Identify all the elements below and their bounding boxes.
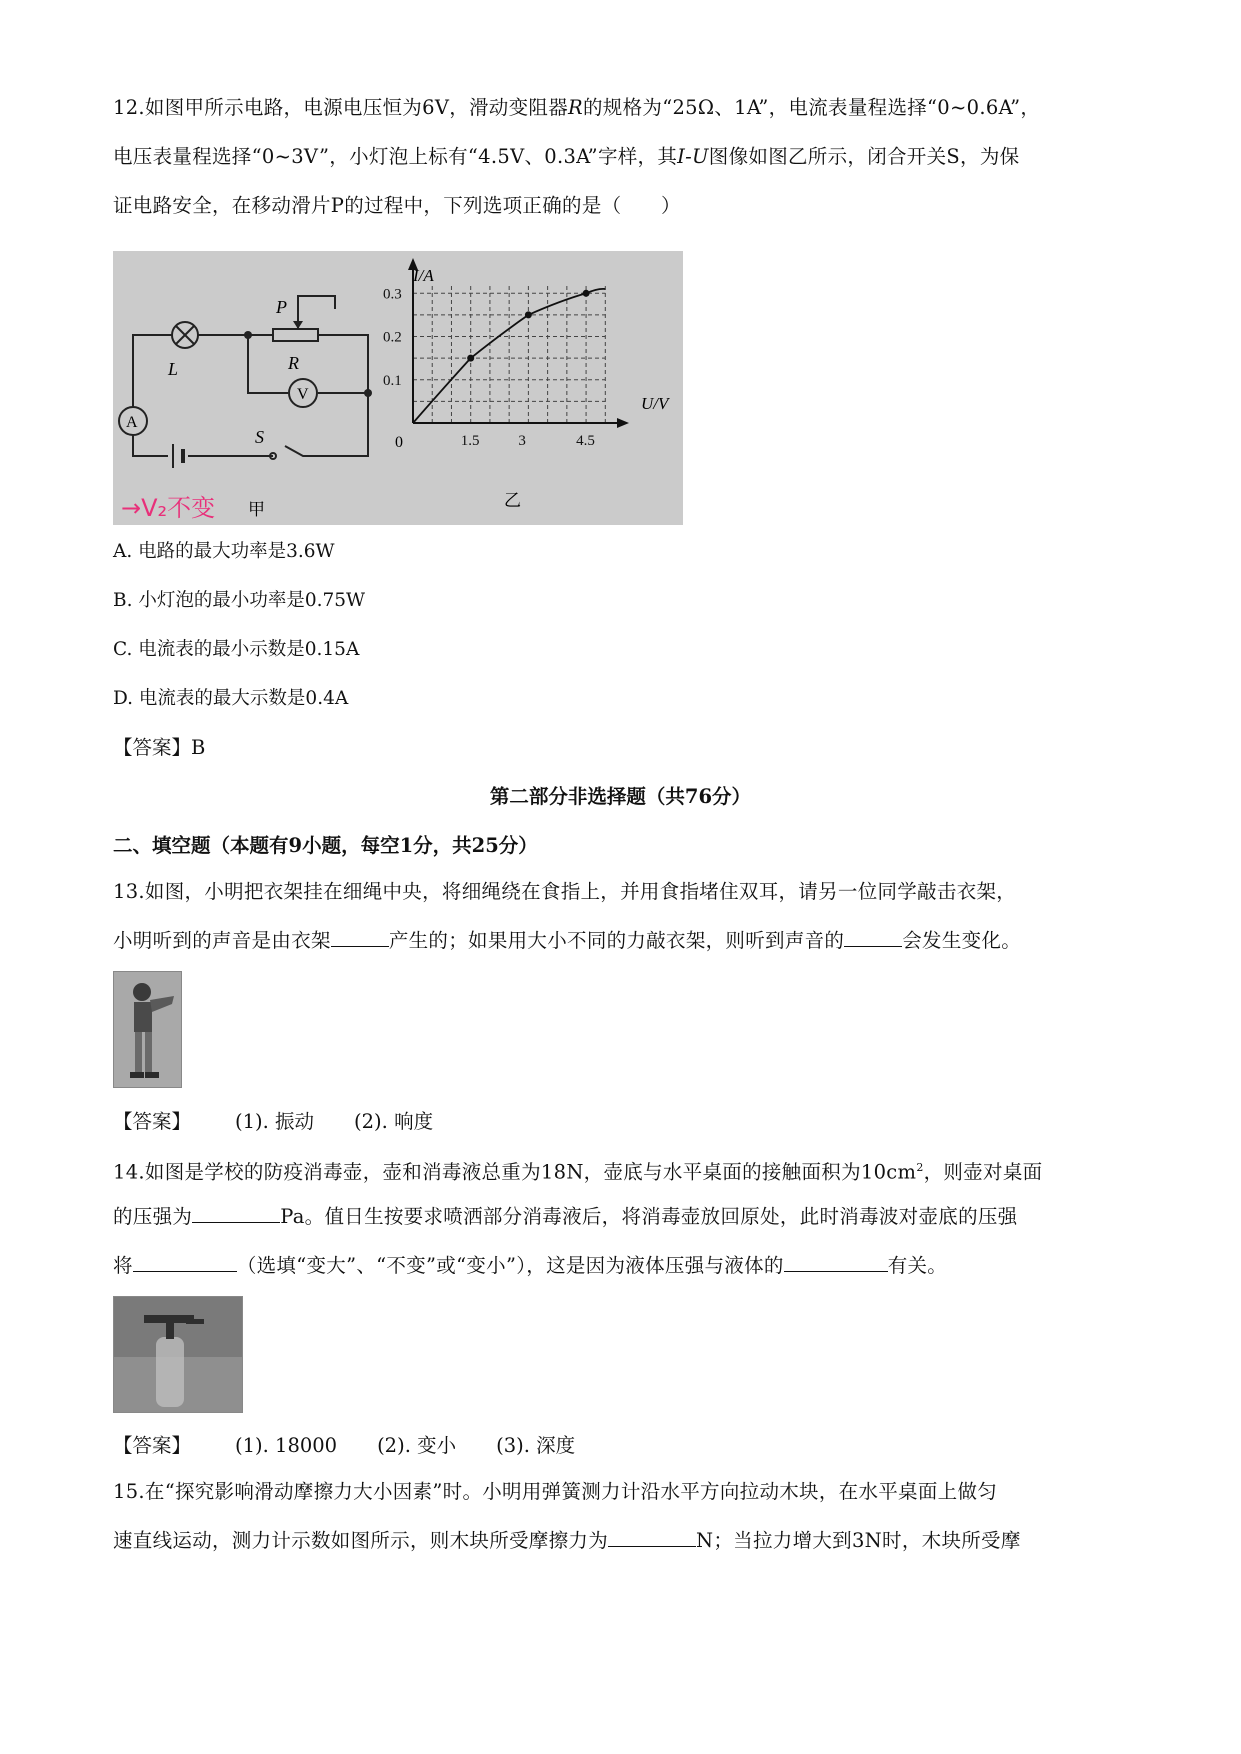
q14-photo bbox=[113, 1296, 243, 1413]
data-point-0 bbox=[467, 355, 474, 362]
q13-blank-2[interactable] bbox=[844, 928, 902, 947]
section-heading: 二、填空题（本题有9小题，每空1分，共25分） bbox=[113, 834, 538, 857]
question-12-text bbox=[113, 83, 1133, 230]
q14-line2-a: 的压强为 bbox=[113, 1205, 193, 1228]
figure-12-scan bbox=[113, 251, 683, 525]
q12-option-d: D. 电流表的最大示数是0.4A bbox=[113, 688, 349, 709]
q13-line2-b: 产生的；如果用大小不同的力敲衣架，则听到声音的 bbox=[388, 929, 845, 952]
q12-line2-a: 电压表量程选择“0~3V”，小灯泡上标有“4.5V、0.3A”字样，其 bbox=[113, 145, 678, 168]
x-tick-label-1: 3 bbox=[518, 433, 526, 449]
q14-line3-c: 有关。 bbox=[887, 1254, 948, 1277]
q15-line1: 15.在“探究影响滑动摩擦力大小因素”时。小明用弹簧测力计沿水平方向拉动木块，在水平桌面上做匀 bbox=[113, 1480, 998, 1503]
slider-label: P bbox=[276, 297, 287, 317]
q14-line1-a: 14.如图是学校的防疫消毒壶，壶和消毒液总重为18N，壶底与水平桌面的接触面积为10cm bbox=[113, 1160, 917, 1184]
q14-superscript: 2 bbox=[916, 1161, 924, 1174]
y-tick-label-0: 0.1 bbox=[383, 372, 402, 389]
data-point-2 bbox=[583, 290, 590, 297]
voltmeter-icon bbox=[289, 379, 317, 407]
q13-answer-2: (2). 响度 bbox=[354, 1110, 434, 1133]
question-13-text bbox=[113, 867, 1133, 965]
q12-option-c: C. 电流表的最小示数是0.15A bbox=[113, 639, 360, 660]
y-tick-label-2: 0.3 bbox=[383, 286, 402, 303]
q14-answer-2: (2). 变小 bbox=[377, 1434, 457, 1457]
q12-answer: 【答案】B bbox=[113, 736, 206, 759]
rheostat-label: R bbox=[288, 353, 299, 373]
x-tick-label-0: 1.5 bbox=[460, 433, 480, 449]
q14-line3-b: （选填“变大”、“不变”或“变小”），这是因为液体压强与液体的 bbox=[236, 1254, 784, 1277]
question-14-text bbox=[113, 1143, 1133, 1290]
q14-blank-3[interactable] bbox=[784, 1253, 888, 1272]
q12-line3: 证电路安全，在移动滑片P的过程中，下列选项正确的是（ ） bbox=[113, 194, 681, 217]
q13-blank-1[interactable] bbox=[331, 928, 389, 947]
y-tick-label-1: 0.2 bbox=[383, 329, 402, 346]
q15-blank-1[interactable] bbox=[608, 1528, 696, 1547]
q12-line1-b: 的规格为“25Ω、1A”，电流表量程选择“0~0.6A”， bbox=[583, 96, 1041, 119]
q13-line2-a: 小明听到的声音是由衣架 bbox=[113, 929, 331, 952]
q14-blank-1[interactable] bbox=[192, 1204, 280, 1223]
q12-var-iu: I-U bbox=[677, 145, 709, 168]
q12-line2-b: 图像如图乙所示，闭合开关S，为保 bbox=[708, 145, 1020, 168]
q14-answer-1: (1). 18000 bbox=[235, 1434, 338, 1457]
ammeter-label: A bbox=[126, 414, 138, 431]
switch-label: S bbox=[255, 427, 264, 447]
q12-var-r: R bbox=[568, 96, 583, 119]
q12-option-b: B. 小灯泡的最小功率是0.75W bbox=[113, 590, 366, 611]
q14-line2-b: Pa。值日生按要求喷洒部分消毒液后，将消毒壶放回原处，此时消毒波对壶底的压强 bbox=[280, 1205, 1018, 1228]
question-15-text bbox=[113, 1467, 1133, 1565]
graph-origin-label: 0 bbox=[395, 434, 403, 451]
data-point-1 bbox=[525, 311, 532, 318]
q14-blank-2[interactable] bbox=[133, 1253, 237, 1272]
q12-option-a: A. 电路的最大功率是3.6W bbox=[113, 541, 335, 562]
x-tick-label-2: 4.5 bbox=[576, 433, 595, 449]
q14-line1-b: ，则壶对桌面 bbox=[923, 1160, 1043, 1184]
q14-answer bbox=[113, 1432, 575, 1460]
q13-answer bbox=[113, 1108, 433, 1136]
q13-line2-c: 会发生变化。 bbox=[902, 929, 1022, 952]
part2-title: 第二部分非选择题（共76分） bbox=[489, 785, 752, 808]
q15-line2-b: N；当拉力增大到3N时，木块所受摩 bbox=[696, 1529, 1021, 1552]
graph-y-label: I/A bbox=[413, 266, 434, 285]
q13-answer-label: 【答案】 bbox=[113, 1110, 192, 1133]
ammeter-icon bbox=[119, 407, 147, 435]
graph-x-label: U/V bbox=[641, 394, 669, 413]
q13-answer-1: (1). 振动 bbox=[235, 1110, 315, 1133]
circuit-caption: 甲 bbox=[248, 500, 265, 520]
q14-answer-label: 【答案】 bbox=[113, 1434, 192, 1457]
q14-answer-3: (3). 深度 bbox=[496, 1434, 576, 1457]
lamp-label: L bbox=[168, 359, 179, 379]
q12-line1-a: 12.如图甲所示电路，电源电压恒为6V，滑动变阻器 bbox=[113, 96, 569, 119]
q14-line3-a: 将 bbox=[113, 1254, 133, 1277]
q15-line2-a: 速直线运动，测力计示数如图所示，则木块所受摩擦力为 bbox=[113, 1529, 609, 1552]
q13-line1: 13.如图，小明把衣架挂在细绳中央，将细绳绕在食指上，并用食指堵住双耳，请另一位同学敲击衣架， bbox=[113, 880, 1017, 903]
handwritten-note: →V₂不变 bbox=[121, 494, 216, 522]
voltmeter-label: V bbox=[297, 386, 309, 403]
graph-caption: 乙 bbox=[504, 491, 521, 511]
q13-photo bbox=[113, 971, 182, 1088]
